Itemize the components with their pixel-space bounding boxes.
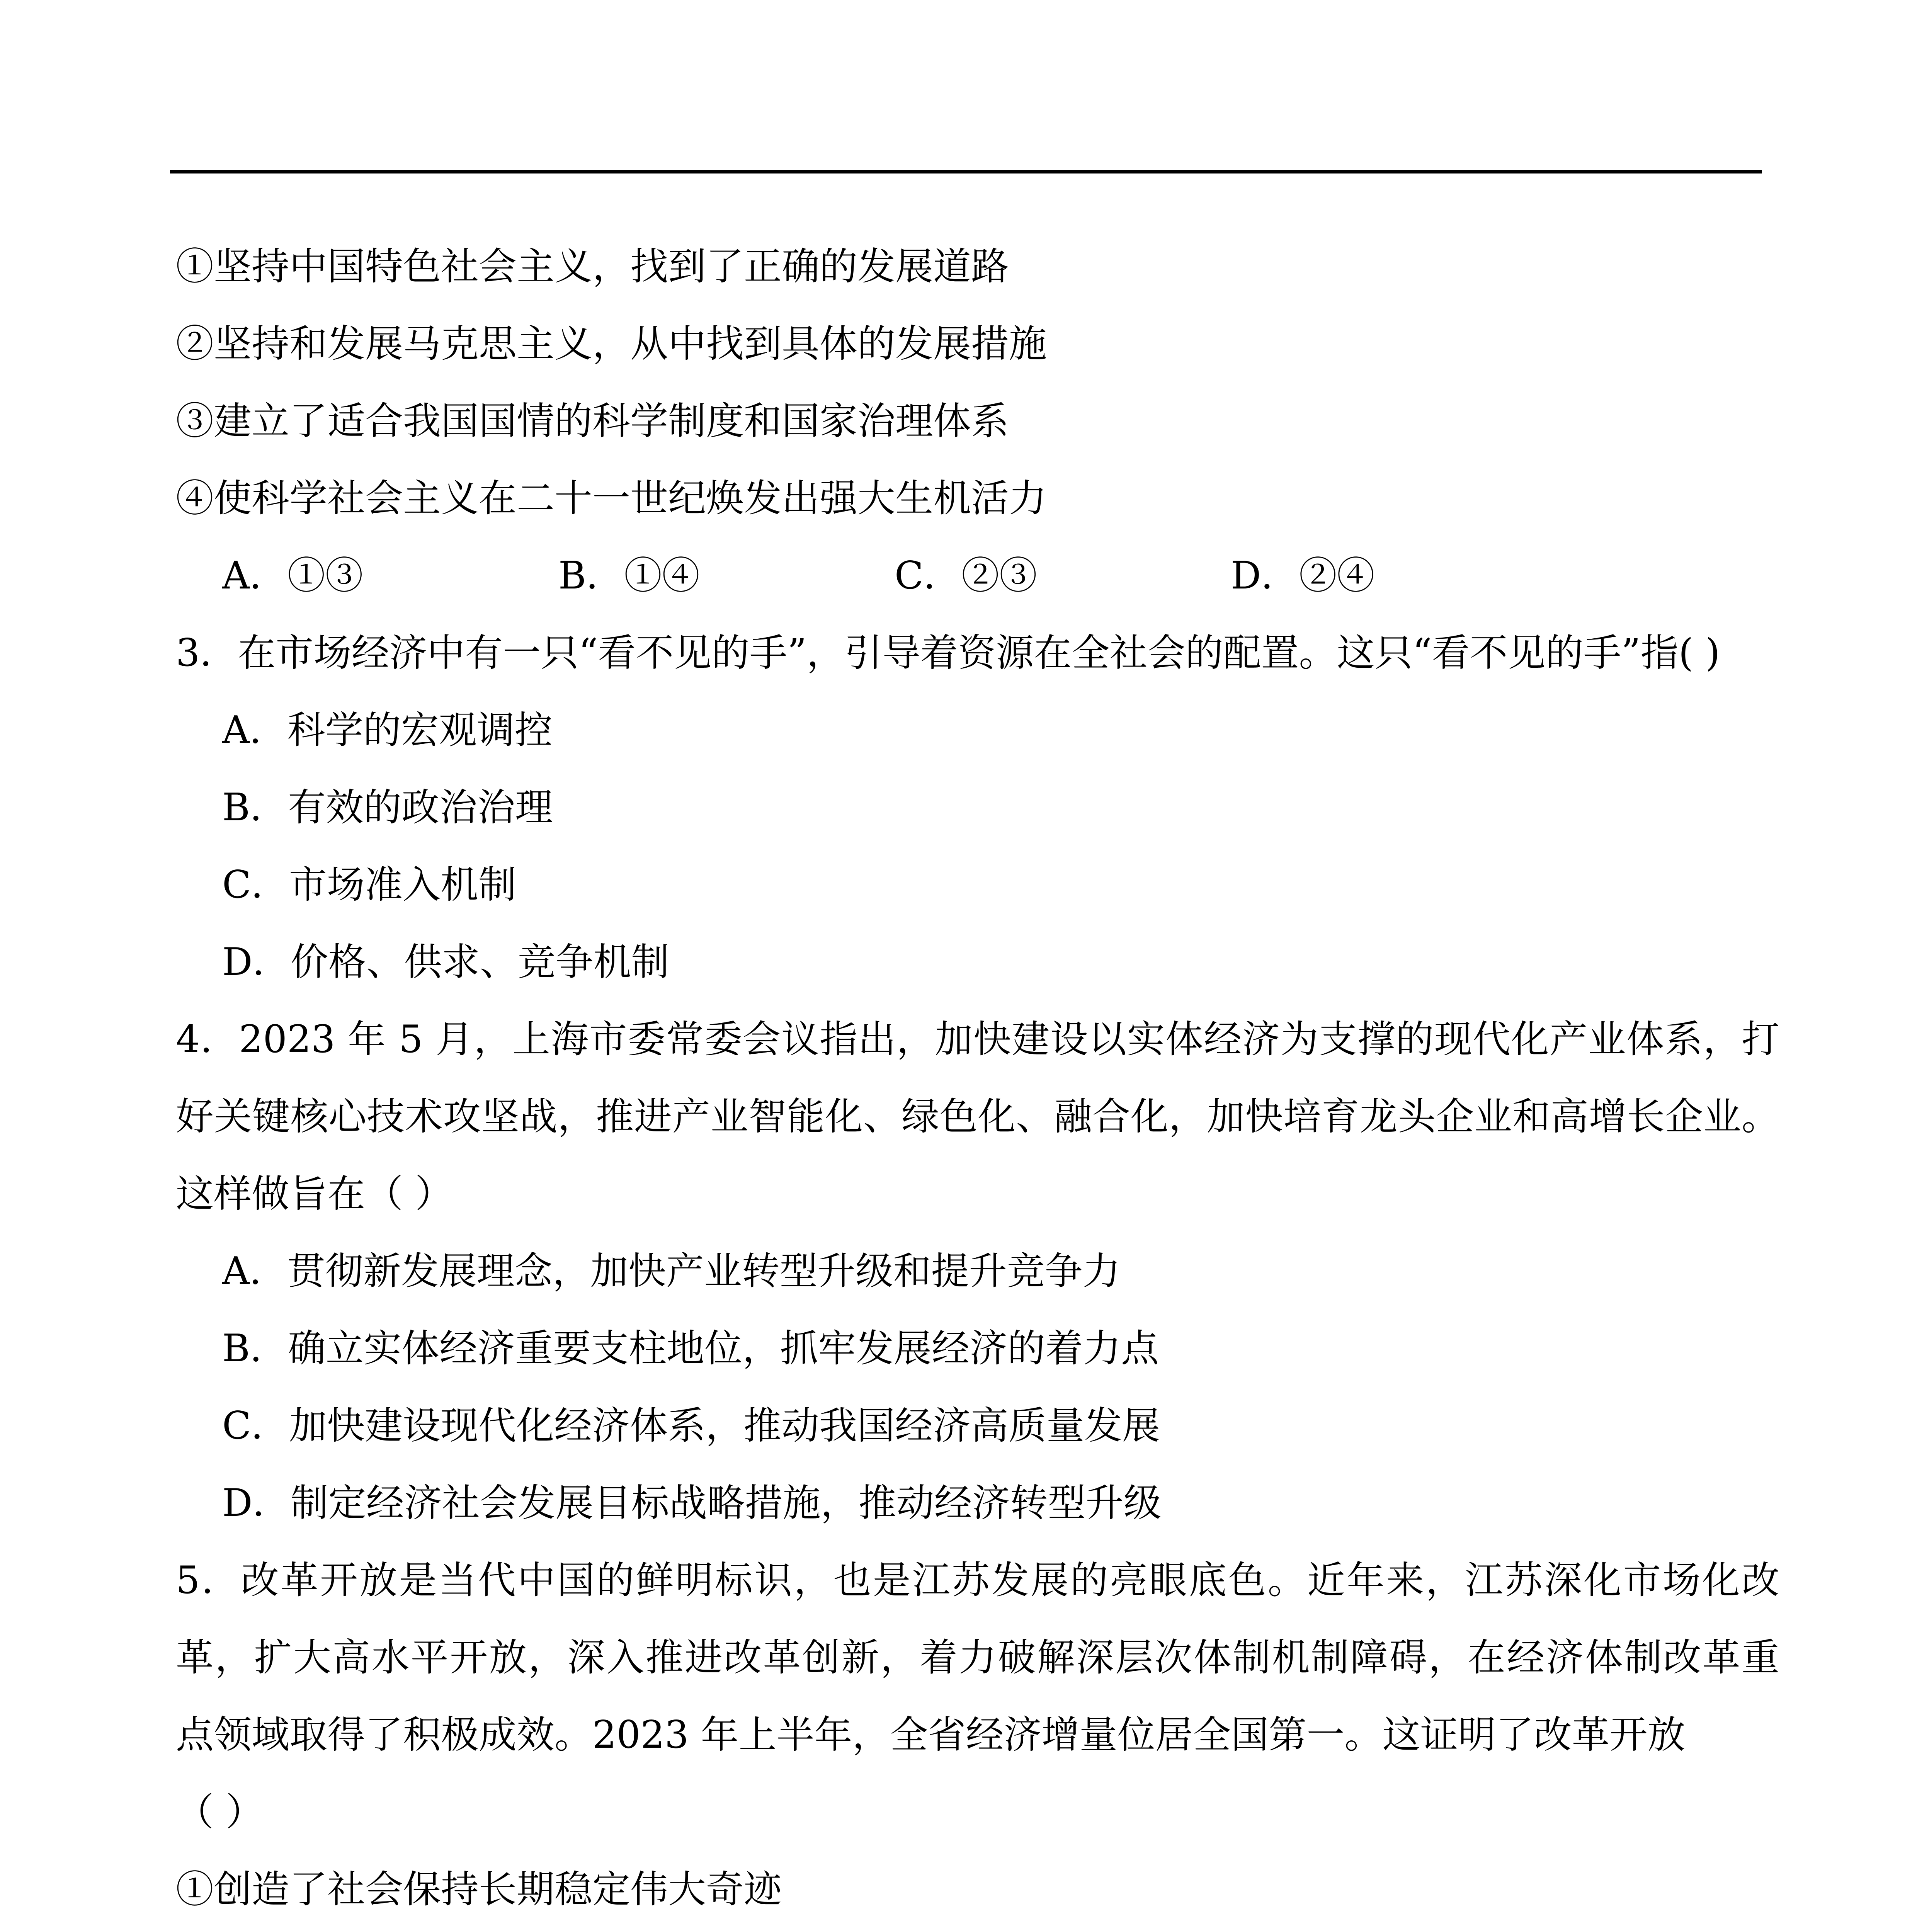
option-a: A．贯彻新发展理念，加快产业转型升级和提升竞争力 xyxy=(222,1249,1121,1293)
question-5-stem-line-3: 点领域取得了积极成效。2023 年上半年，全省经济增量位居全国第一。这证明了改革开放 xyxy=(176,1713,1686,1757)
question-3 xyxy=(176,614,1779,1001)
question-4 xyxy=(176,1001,1779,1542)
statement-2 xyxy=(176,1928,1779,1932)
option-d: D．制定经济社会发展目标战略措施，推动经济转型升级 xyxy=(222,1481,1162,1525)
option-b: B．①④ xyxy=(558,554,700,598)
question-5-stem-line-2: 革，扩大高水平开放，深入推进改革创新，着力破解深层次体制机制障碍，在经济体制改革重 xyxy=(176,1636,1779,1680)
option-c: C．加快建设现代化经济体系，推动我国经济高质量发展 xyxy=(222,1404,1160,1448)
question-4-stem-line-2: 好关键核心技术攻坚战，推进产业智能化、绿色化、融合化，加快培育龙头企业和高增长企业。 xyxy=(176,1095,1779,1139)
option-b: B．有效的政治治理 xyxy=(222,786,553,830)
answer-options-row xyxy=(176,537,1779,614)
question-5-stem-line-1: 5．改革开放是当代中国的鲜明标识，也是江苏发展的亮眼底色。近年来，江苏深化市场化改 xyxy=(176,1558,1779,1602)
option-a: A．①③ xyxy=(222,554,363,598)
option-b: B．确立实体经济重要支柱地位，抓牢发展经济的着力点 xyxy=(222,1327,1159,1371)
statement-1: ①创造了社会保持长期稳定伟大奇迹 xyxy=(176,1867,782,1912)
statement-3: ③建立了适合我国国情的科学制度和国家治理体系 xyxy=(176,399,1009,443)
option-d: D．价格、供求、竞争机制 xyxy=(222,940,669,984)
continued-question xyxy=(176,228,1779,614)
question-4-stem-line-3: 这样做旨在（ ） xyxy=(176,1172,453,1216)
question-5-stem-line-4: （ ） xyxy=(176,1790,264,1834)
statement-1: ①坚持中国特色社会主义，找到了正确的发展道路 xyxy=(176,245,1009,289)
question-4-stem-line-1: 4．2023 年 5 月，上海市委常委会议指出，加快建设以实体经济为支撑的现代化产业体系，打 xyxy=(176,1017,1779,1061)
header-rule xyxy=(170,170,1762,173)
option-a: A．科学的宏观调控 xyxy=(222,708,553,752)
page-content xyxy=(176,228,1779,1932)
option-c: C．②③ xyxy=(895,554,1037,598)
question-5 xyxy=(176,1542,1779,1932)
option-d: D．②④ xyxy=(1231,554,1375,598)
statement-2: ②坚持和发展马克思主义，从中找到具体的发展措施 xyxy=(176,322,1047,366)
question-3-stem: 3．在市场经济中有一只“看不见的手”，引导着资源在全社会的配置。这只“看不见的手”指( ) xyxy=(176,631,1720,675)
option-c: C．市场准入机制 xyxy=(222,863,516,907)
statement-4: ④使科学社会主义在二十一世纪焕发出强大生机活力 xyxy=(176,476,1047,520)
